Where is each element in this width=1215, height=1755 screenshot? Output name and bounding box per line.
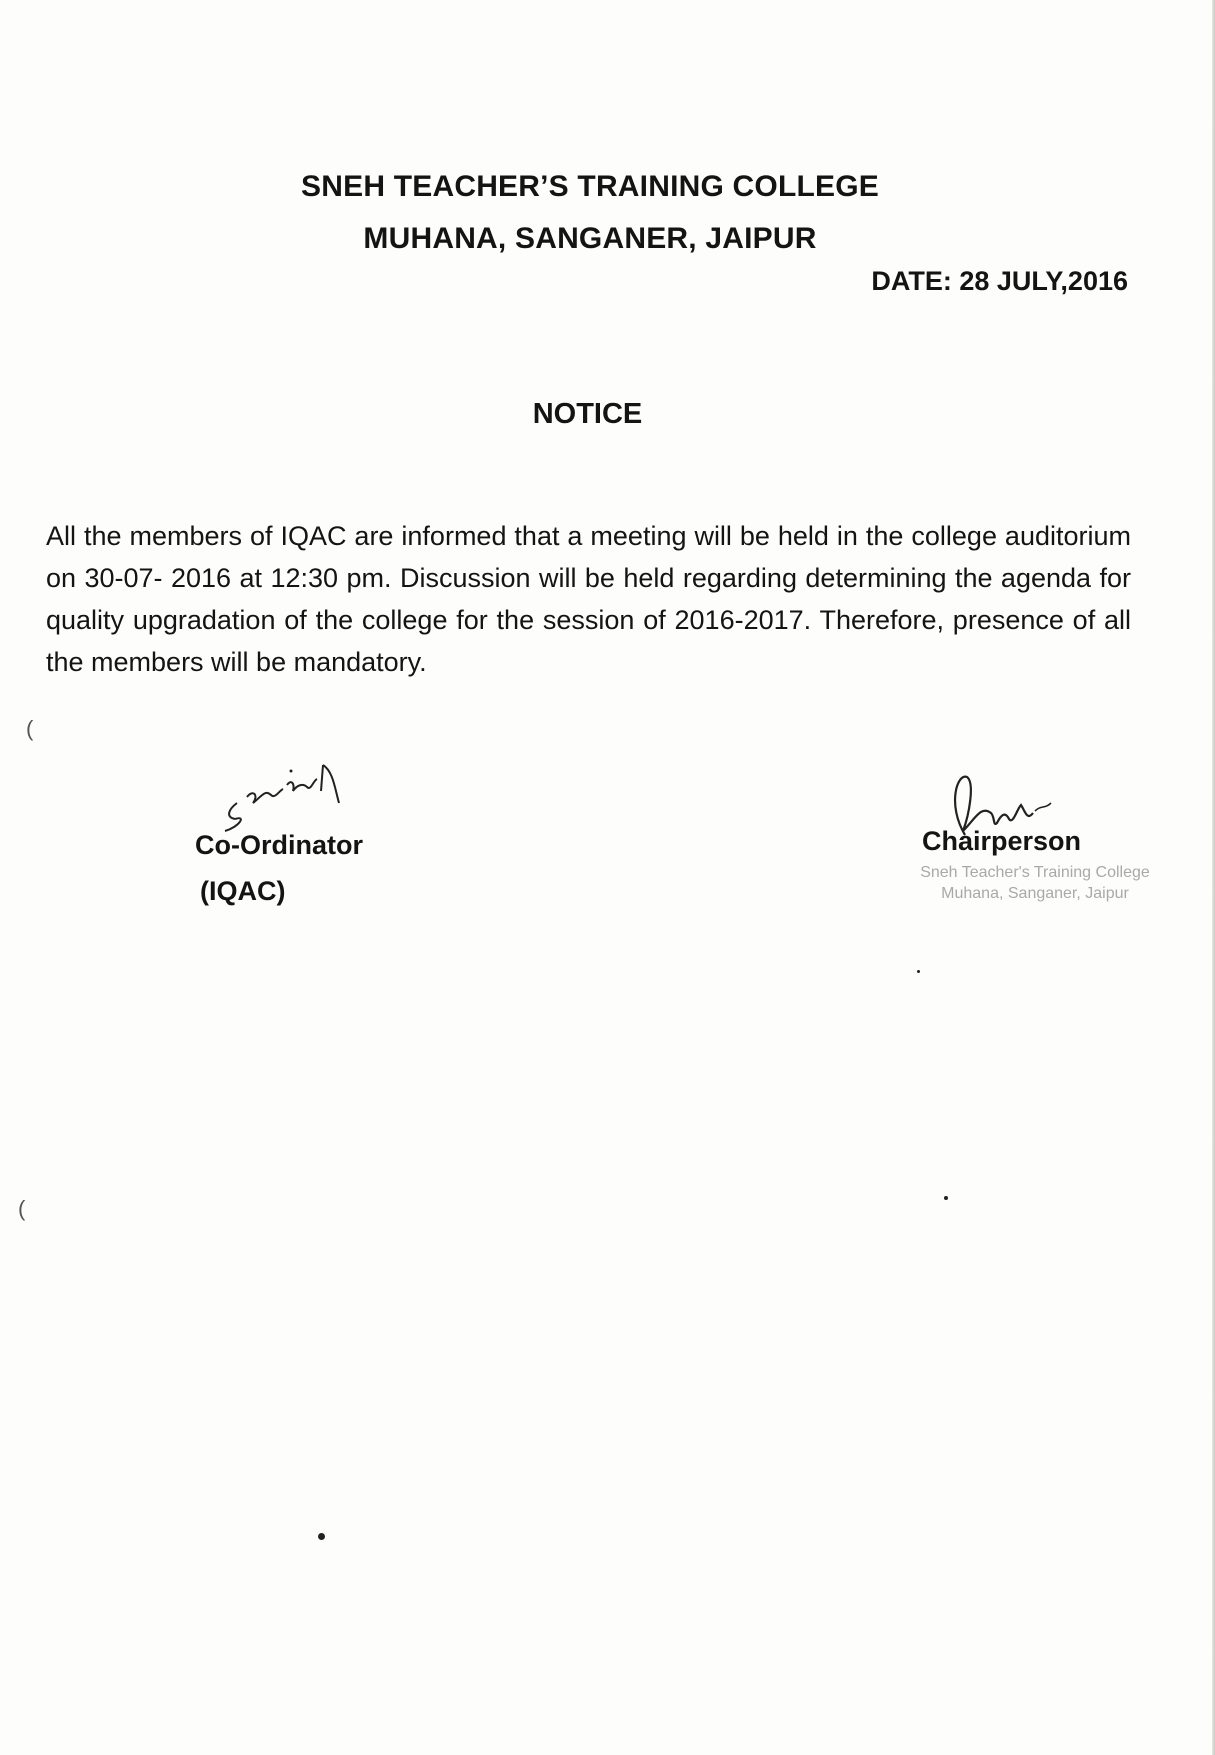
scan-speck xyxy=(318,1533,325,1540)
scan-speck xyxy=(917,970,920,973)
coordinator-title: Co-Ordinator xyxy=(195,830,363,860)
college-name: SNEH TEACHER’S TRAINING COLLEGE xyxy=(301,170,879,203)
college-stamp xyxy=(880,862,1190,904)
scan-speck xyxy=(944,1196,948,1200)
chairperson-title: Chairperson xyxy=(922,826,1082,856)
college-address: MUHANA, SANGANER, JAIPUR xyxy=(363,222,817,255)
stamp-line-2: Muhana, Sanganer, Jaipur xyxy=(941,885,1129,902)
notice-date: DATE: 28 JULY,2016 xyxy=(871,266,1128,296)
notice-title: NOTICE xyxy=(532,398,643,430)
notice-body: All the members of IQAC are informed that a meeting will be held in the college auditorium on 30-07- 2016 at 12:30 pm. Discussion will be held regarding determining the agenda for quality upgradation of the college for the session of 2016-2017. Therefore, presence of all the members will be mandatory. xyxy=(46,521,1131,677)
coordinator-subtitle: (IQAC) xyxy=(200,876,286,906)
coordinator-signature xyxy=(195,745,395,835)
scan-artifact: ( xyxy=(18,1196,26,1221)
stamp-line-1: Sneh Teacher's Training College xyxy=(920,864,1150,881)
scan-artifact: ( xyxy=(26,716,34,741)
